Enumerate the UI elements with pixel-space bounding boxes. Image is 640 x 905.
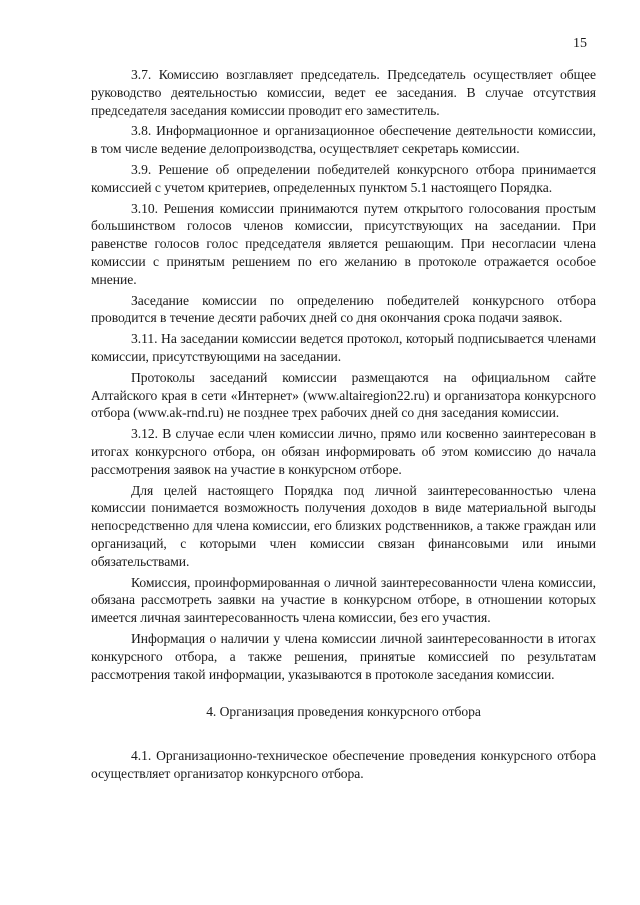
paragraph-protocols-publication: Протоколы заседаний комиссии размещаются на официальном сайте Алтайского края в сети «Интернет» (www.altairegion22.ru) и организатора конкурсного отбора (www.ak-rnd.ru) не позднее трех рабочих дней со дня заседания комиссии. (91, 369, 596, 421)
paragraph-3-9: 3.9. Решение об определении победителей конкурсного отбора принимается комиссией с учетом критериев, определенных пунктом 5.1 настоящего Порядка. (91, 161, 596, 195)
paragraph-personal-interest-definition: Для целей настоящего Порядка под личной заинтересованностью члена комиссии понимается возможность получения доходов в виде материальной выгоды непосредственно для члена комиссии, его близких родственников, а также граждан или организаций, с которыми член комиссии связан финансовыми или иными обязательствами. (91, 482, 596, 569)
paragraph-3-10: 3.10. Решения комиссии принимаются путем открытого голосования простым большинством голосов членов комиссии, присутствующих на заседании. При равенстве голосов голос председателя является решающим. При несогласии члена комиссии с принятым решением по его желанию в протоколе отражается особое мнение. (91, 200, 596, 287)
paragraph-meeting-timing: Заседание комиссии по определению победителей конкурсного отбора проводится в течение десяти рабочих дней со дня окончания срока подачи заявок. (91, 292, 596, 326)
paragraph-commission-review: Комиссия, проинформированная о личной заинтересованности члена комиссии, обязана рассмотреть заявки на участие в конкурсном отборе, в отношении которых имеется личная заинтересованность члена комиссии, без его участия. (91, 574, 596, 626)
paragraph-3-12: 3.12. В случае если член комиссии лично, прямо или косвенно заинтересован в итогах конкурсного отбора, он обязан информировать об этом комиссию до начала рассмотрения заявок на участие в конкурсном отборе. (91, 426, 596, 477)
section-heading: 4. Организация проведения конкурсного отбора (206, 704, 481, 720)
paragraph-interest-disclosure: Информация о наличии у члена комиссии личной заинтересованности в итогах конкурсного отбора, а также решения, принятые комиссией по результатам рассмотрения такой информации, указываются в протоколе заседания комиссии. (91, 630, 596, 682)
paragraph-4-1: 4.1. Организационно-техническое обеспечение проведения конкурсного отбора осуществляет организатор конкурсного отбора. (91, 748, 596, 781)
document-body (91, 66, 596, 786)
paragraph-3-8: 3.8. Информационное и организационное обеспечение деятельности комиссии, в том числе ведение делопроизводства, осуществляет секретарь комиссии. (91, 123, 596, 157)
page-number: 15 (573, 36, 587, 51)
paragraph-3-11: 3.11. На заседании комиссии ведется протокол, который подписывается членами комиссии, присутствующими на заседании. (91, 331, 596, 364)
paragraph-3-7: 3.7. Комиссию возглавляет председатель. Председатель осуществляет общее руководство деятельностью комиссии, ведет ее заседания. В случае отсутствия председателя заседания комиссии проводит его заместитель. (91, 67, 596, 118)
